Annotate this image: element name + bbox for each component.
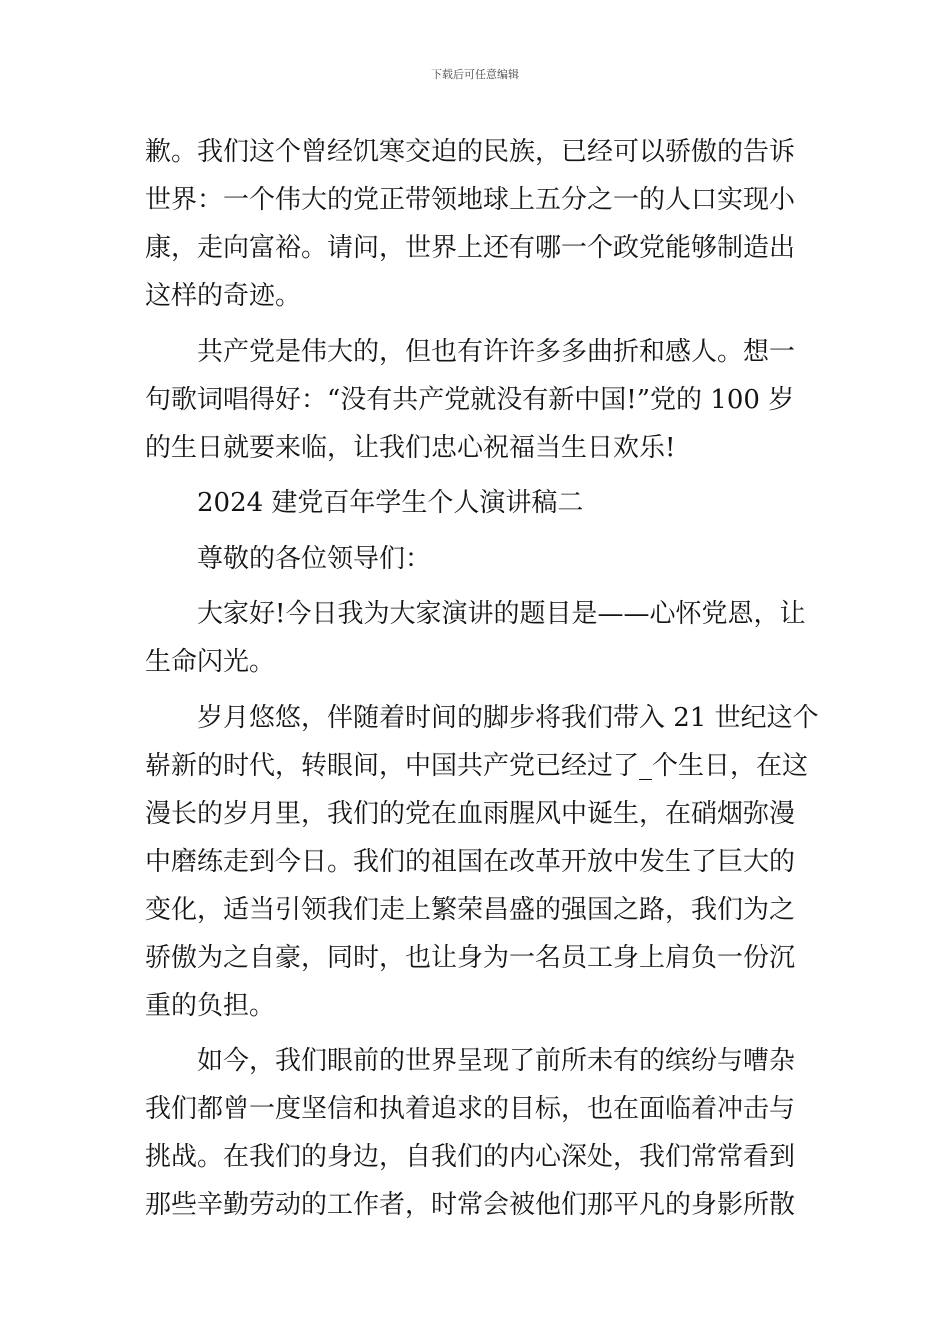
text-line: 我们都曾一度坚信和执着追求的目标，也在面临着冲击与 [145,1094,796,1124]
text-line: 世界：一个伟大的党正带领地球上五分之一的人口实现小 [145,185,796,215]
text-line: 句歌词唱得好：“没有共产党就没有新中国!”党的 100 岁 [145,384,795,415]
text-line: 漫长的岁月里，我们的党在血雨腥风中诞生，在硝烟弥漫 [145,798,796,829]
text-line: 挑战。在我们的身边，自我们的内心深处，我们常常看到 [145,1142,796,1172]
text-line: 变化，适当引领我们走上繁荣昌盛的强国之路，我们为之 [145,894,796,925]
text-line: 共产党是伟大的，但也有许许多多曲折和感人。想一 [197,336,796,367]
text-line: 生命闪光。 [145,647,276,677]
text-line: 歉。我们这个曾经饥寒交迫的民族，已经可以骄傲的告诉 [145,137,796,167]
text-line: 如今，我们眼前的世界呈现了前所未有的缤纷与嘈杂 [197,1046,796,1076]
text-line: 的生日就要来临，让我们忠心祝福当生日欢乐! [145,432,676,463]
text-line: 尊敬的各位领导们： [197,543,432,574]
text-line: 中磨练走到今日。我们的祖国在改革开放中发生了巨大的 [145,846,796,877]
text-line: 2024 建党百年学生个人演讲稿二 [197,488,584,518]
text-line: 岁月悠悠，伴随着时间的脚步将我们带入 21 世纪这个 [197,702,819,733]
text-line: 这样的奇迹。 [145,281,302,311]
text-line: 崭新的时代，转眼间，中国共产党已经过了_个生日，在这 [145,750,809,781]
text-line: 大家好!今日我为大家演讲的题目是——心怀党恩，让 [197,599,806,629]
body-text [145,128,819,1229]
text-line: 那些辛勤劳动的工作者，时常会被他们那平凡的身影所散 [145,1190,796,1220]
page-header: 下载后可任意编辑 [431,68,519,81]
text-line: 康，走向富裕。请问，世界上还有哪一个政党能够制造出 [145,233,796,263]
text-line: 重的负担。 [145,990,276,1021]
text-line: 骄傲为之自豪，同时，也让身为一名员工身上肩负一份沉 [145,942,796,973]
